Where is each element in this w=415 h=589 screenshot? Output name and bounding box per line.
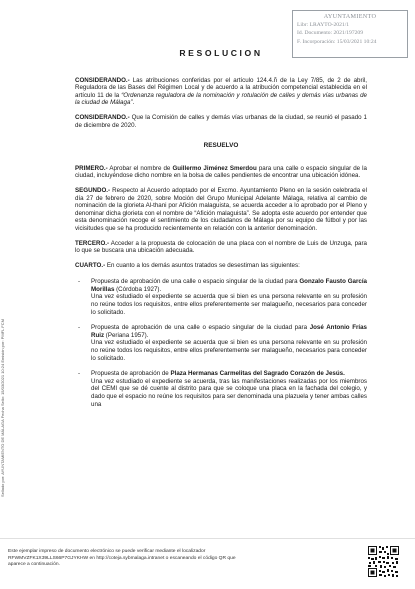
resuelvo-heading: RESUELVO [203, 142, 239, 150]
side-line-3: Sellado por: AYUNTAMIENTO DE MÁLAGA Fecha Sello: 15/03/2021 10:24 Emisión por: PMFL FCM [0, 319, 5, 497]
item-intro-text: Propuesta de aprobación de una calle o espacio singular de la ciudad para [91, 278, 300, 286]
considerando-1-label: CONSIDERANDO.- [75, 76, 130, 84]
item-after: (Periana 1957). [104, 331, 149, 339]
cuarto-label: CUARTO.- [75, 261, 106, 269]
cuarto-paragraph [75, 262, 367, 270]
item-body: Una vez estudiado el expediente se acuerda, tras las manifestaciones realizadas por los miembros del CEMI que se dé cuente al distrito para que se coloque una placa en la fachada del colegio, y dado que el espacio no reúne los requisitos para ser denominada una plazuela y tener ambas calles una [91, 377, 367, 408]
verification-footer [8, 549, 338, 569]
item-name: Gonzalo Fausto García Morillas [91, 278, 367, 293]
item-body: Una vez estudiado el expediente se acuerda que si bien es una persona relevante en su profesión no reúne todos los requisitos, entre ellos preferentemente ser malagueño, necesarios para conceder lo solicitado. [91, 293, 367, 316]
footer-divider [0, 538, 415, 539]
footer-line-3: aparece a continuación. [8, 562, 60, 568]
stamp-document-id: Id. Documento: 2021/197209 [297, 30, 364, 37]
considerando-2 [75, 114, 367, 129]
tercero-label: TERCERO.- [75, 239, 110, 247]
item-intro [91, 324, 367, 339]
tercero-paragraph [75, 240, 367, 255]
document-body [75, 50, 367, 416]
list-bullet: - [78, 370, 81, 378]
segundo-label: SEGUNDO.- [75, 186, 111, 194]
stamp-book: Libr: LRAYTO-2021/1 [297, 22, 350, 29]
considerando-1-text: Las atribuciones conferidas por el artículo 124.4.ñ de la Ley 7/85, de 2 de abril, Reguladora de las Bases del Régimen Local y de acuerdo a la atribución competencial establecida en el artículo 11 de la [75, 76, 367, 99]
primero-paragraph [75, 165, 367, 180]
list-item [75, 370, 367, 408]
segundo-paragraph [75, 187, 367, 233]
item-after: (Córdoba 1927). [114, 285, 162, 293]
tercero-text: Acceder a la propuesta de colocación de una placa con el nombre de Luis de Unzuga, para lo que se buscara una ubicación adecuada. [75, 239, 367, 255]
stamp-title: AYUNTAMIENTO [323, 13, 377, 20]
footer-line-2: RFWMVZFK1X39LLS66P7GJYKHW en http://coteja.sybmalaga.intranet o escaneando el código QR que [8, 555, 236, 561]
item-intro [91, 370, 367, 378]
item-intro-text: Propuesta de aprobación de una calle o espacio singular de la ciudad para [91, 324, 310, 332]
considerando-2-label: CONSIDERANDO.- [75, 113, 130, 121]
list-item [75, 278, 367, 316]
primero-text-b: para una calle o espacio singular de la ciudad, incluyéndose dicho nombre en la bolsa de calles pendientes de encontrar una ubicación idónea. [75, 164, 367, 180]
segundo-text: Respecto al Acuerdo adoptado por el Excmo. Ayuntamiento Pleno en la sesión celebrada el día 27 de febrero de 2020, sobre Moción del Grupo Municipal Adelante Málaga, relativa al cambio de nominación de la glorieta Al-thani por Afición malaguista, se acuerda acceder a lo aprobado por el Pleno y denominar dicha glorieta con el nombre de “Afición malaguista”. Se adopta este acuerdo por entender que esta denominación recoge el sentimiento de los ciudadanos de Málaga por su equipo de fútbol y por las vicisitudes que se ha producido recientemente en relación con la anterior denominación. [75, 186, 367, 232]
item-intro [91, 278, 367, 293]
list-bullet: - [78, 278, 81, 286]
list-item [75, 324, 367, 362]
considerando-1 [75, 77, 367, 107]
qr-code-icon [367, 545, 400, 578]
item-name: Plaza Hermanas Carmelitas del Sagrado Corazón de Jesús. [170, 370, 345, 378]
considerando-1-end: . [132, 99, 135, 107]
footer-line-1: Este ejemplar impreso de documento electrónico se puede verificar mediante el localizador [8, 549, 206, 554]
cuarto-text: En cuanto a los demás asuntos tratados se desestiman las siguientes: [105, 261, 300, 269]
document-title: RESOLUCION [179, 48, 263, 58]
list-bullet: - [78, 324, 81, 332]
primero-text-a: Aprobar el nombre de [107, 164, 173, 172]
considerando-2-text: Que la Comisión de calles y demás vías urbanas de la ciudad, se reunió el pasado 1 de diciembre de 2020. [75, 113, 367, 129]
primero-label: PRIMERO.- [75, 164, 108, 172]
item-name: José Antonio Frías Ruiz [91, 324, 367, 339]
primero-name: Guillermo Jiménez Smerdou [172, 164, 257, 172]
stamp-incorporation-date: F. Incorporación: 15/03/2021 10:24 [297, 38, 377, 45]
item-intro-text: Propuesta de aprobación de [91, 370, 171, 378]
item-body: Una vez estudiado el expediente se acuerda que si bien es una persona relevante en su profesión no reúne todos los requisitos, entre ellos preferentemente ser malagueño, necesarios para conceder lo solicitado. [91, 339, 367, 362]
considerando-1-ordinance: “Ordenanza reguladora de la nominación y rotulación de calles y demás vías urbanas de la ciudad de Málaga” [75, 91, 367, 107]
signature-margin-text [0, 230, 30, 586]
